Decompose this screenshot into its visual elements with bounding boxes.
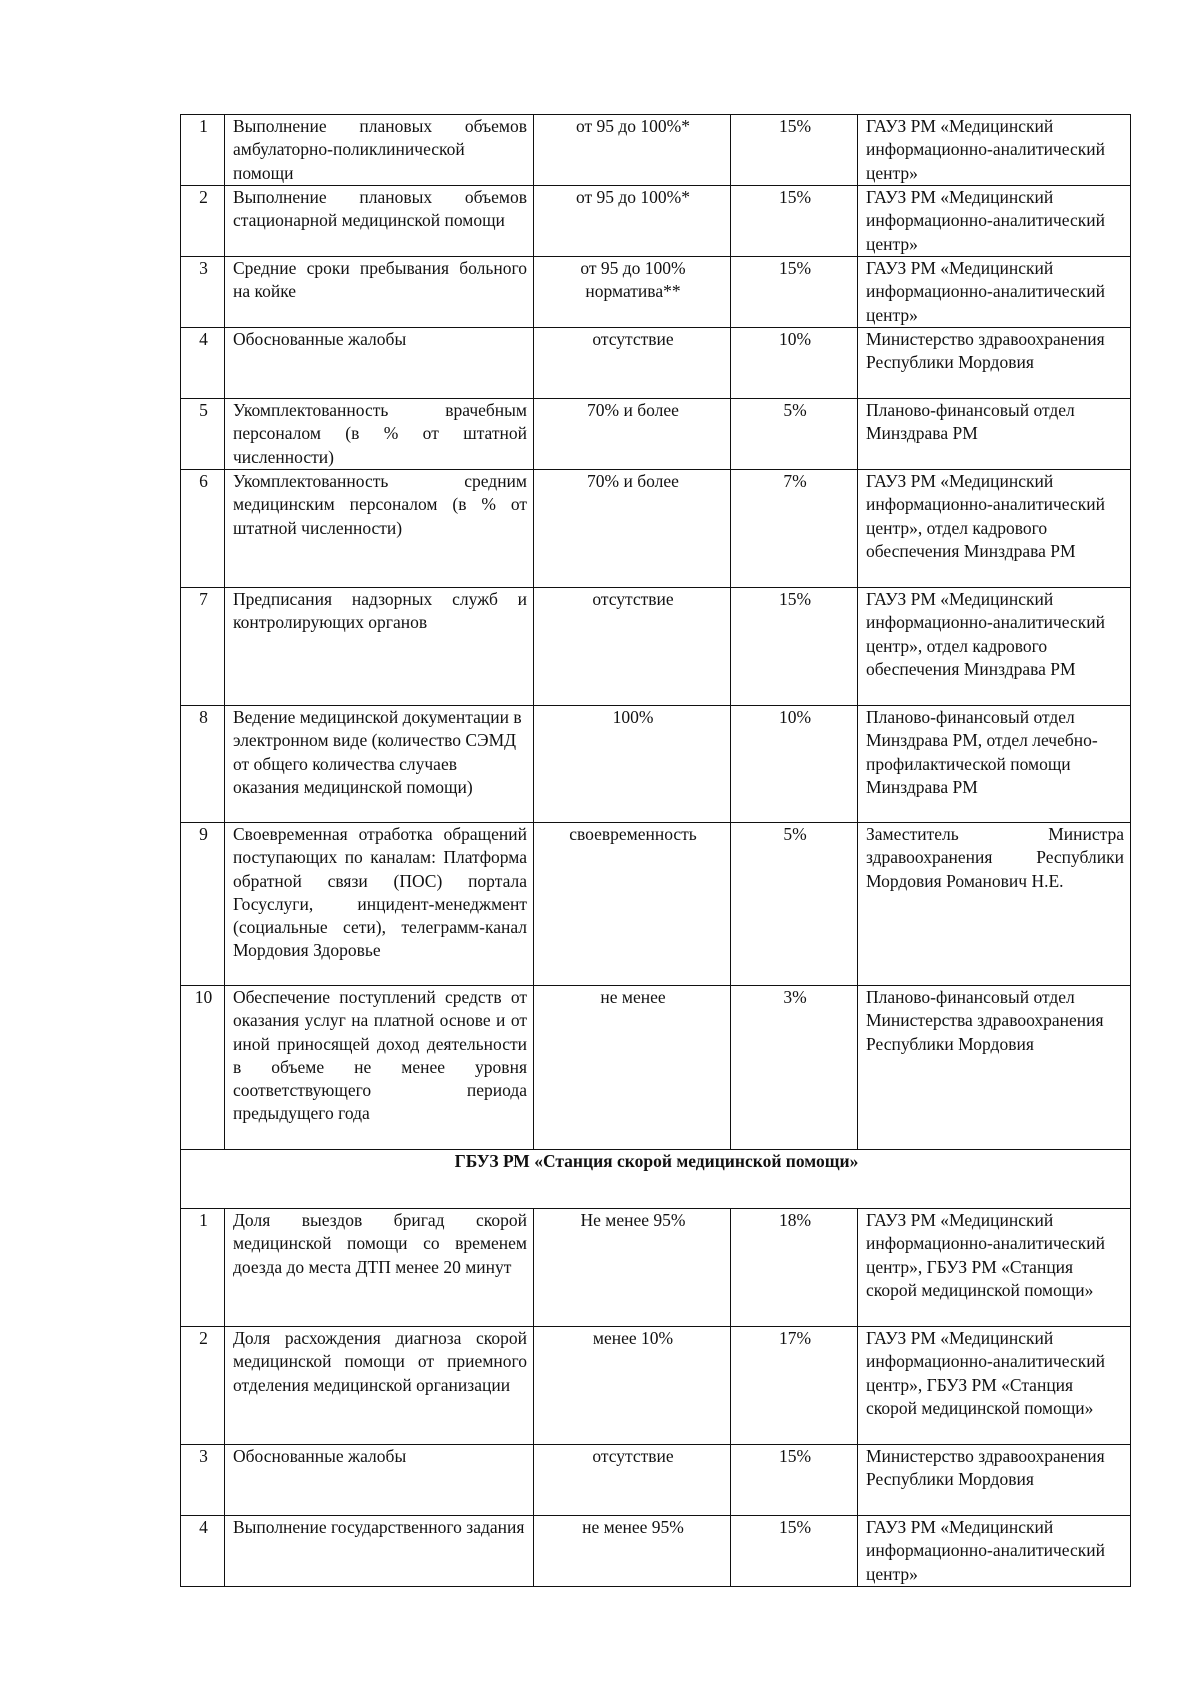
table-row xyxy=(181,1209,1131,1327)
value-cell: не менее 95% xyxy=(534,1516,731,1587)
value-cell: 70% и более xyxy=(534,399,731,470)
weight-cell: 15% xyxy=(731,1516,858,1587)
table-row xyxy=(181,823,1131,986)
weight-cell: 10% xyxy=(731,328,858,399)
section-header-row xyxy=(181,1150,1131,1209)
indicator-cell: Укомплектованность средним медицинским персоналом (в % от штатной численности) xyxy=(225,470,534,588)
row-number: 1 xyxy=(181,1209,225,1327)
weight-cell: 5% xyxy=(731,823,858,986)
source-cell: ГАУЗ РМ «Медицинский информационно-аналитический центр», отдел кадрового обеспечения Минздрава РМ xyxy=(858,470,1131,588)
indicator-cell: Средние сроки пребывания больного на койке xyxy=(225,257,534,328)
row-number: 2 xyxy=(181,186,225,257)
value-cell: отсутствие xyxy=(534,328,731,399)
table-row xyxy=(181,706,1131,823)
source-cell: ГАУЗ РМ «Медицинский информационно-аналитический центр», ГБУЗ РМ «Станция скорой медицинской помощи» xyxy=(858,1327,1131,1445)
value-cell: отсутствие xyxy=(534,588,731,706)
source-cell: Министерство здравоохранения Республики Мордовия xyxy=(858,1445,1131,1516)
table-row xyxy=(181,186,1131,257)
value-cell: отсутствие xyxy=(534,1445,731,1516)
table-row xyxy=(181,1516,1131,1587)
weight-cell: 10% xyxy=(731,706,858,823)
indicator-cell: Выполнение государственного задания xyxy=(225,1516,534,1587)
row-number: 8 xyxy=(181,706,225,823)
source-cell: ГАУЗ РМ «Медицинский информационно-аналитический центр» xyxy=(858,257,1131,328)
table-row xyxy=(181,986,1131,1150)
table-row xyxy=(181,470,1131,588)
row-number: 7 xyxy=(181,588,225,706)
indicator-cell: Доля выездов бригад скорой медицинской помощи со временем доезда до места ДТП менее 20 минут xyxy=(225,1209,534,1327)
row-number: 2 xyxy=(181,1327,225,1445)
source-cell: Заместитель Министра здравоохранения Республики Мордовия Романович Н.Е. xyxy=(858,823,1131,986)
row-number: 9 xyxy=(181,823,225,986)
row-number: 3 xyxy=(181,1445,225,1516)
weight-cell: 17% xyxy=(731,1327,858,1445)
indicator-cell: Предписания надзорных служб и контролирующих органов xyxy=(225,588,534,706)
indicator-cell: Доля расхождения диагноза скорой медицинской помощи от приемного отделения медицинской организации xyxy=(225,1327,534,1445)
indicator-cell: Своевременная отработка обращений поступающих по каналам: Платформа обратной связи (ПОС) портала Госуслуги, инцидент-менеджмент (социальные сети), телеграмм-канал Мордовия Здоровье xyxy=(225,823,534,986)
weight-cell: 3% xyxy=(731,986,858,1150)
row-number: 6 xyxy=(181,470,225,588)
value-cell: Не менее 95% xyxy=(534,1209,731,1327)
source-cell: ГАУЗ РМ «Медицинский информационно-аналитический центр», отдел кадрового обеспечения Минздрава РМ xyxy=(858,588,1131,706)
table-row xyxy=(181,588,1131,706)
value-cell: от 95 до 100%* xyxy=(534,115,731,186)
criteria-table xyxy=(180,114,1131,1587)
indicator-cell: Укомплектованность врачебным персоналом (в % от штатной численности) xyxy=(225,399,534,470)
table-row xyxy=(181,399,1131,470)
value-cell: 70% и более xyxy=(534,470,731,588)
weight-cell: 15% xyxy=(731,257,858,328)
weight-cell: 15% xyxy=(731,1445,858,1516)
indicator-cell: Обоснованные жалобы xyxy=(225,328,534,399)
indicator-cell: Обеспечение поступлений средств от оказания услуг на платной основе и от иной приносящей доход деятельности в объеме не менее уровня соответствующего периода предыдущего года xyxy=(225,986,534,1150)
weight-cell: 7% xyxy=(731,470,858,588)
row-number: 4 xyxy=(181,328,225,399)
value-cell: от 95 до 100% норматива** xyxy=(534,257,731,328)
table-row xyxy=(181,1327,1131,1445)
weight-cell: 15% xyxy=(731,186,858,257)
source-cell: ГАУЗ РМ «Медицинский информационно-аналитический центр» xyxy=(858,1516,1131,1587)
value-cell: 100% xyxy=(534,706,731,823)
table-row xyxy=(181,328,1131,399)
source-cell: ГАУЗ РМ «Медицинский информационно-аналитический центр», ГБУЗ РМ «Станция скорой медицинской помощи» xyxy=(858,1209,1131,1327)
row-number: 5 xyxy=(181,399,225,470)
value-cell: менее 10% xyxy=(534,1327,731,1445)
source-cell: Министерство здравоохранения Республики Мордовия xyxy=(858,328,1131,399)
table-row xyxy=(181,1445,1131,1516)
row-number: 4 xyxy=(181,1516,225,1587)
row-number: 3 xyxy=(181,257,225,328)
row-number: 1 xyxy=(181,115,225,186)
source-cell: Планово-финансовый отдел Министерства здравоохранения Республики Мордовия xyxy=(858,986,1131,1150)
value-cell: не менее xyxy=(534,986,731,1150)
table-row xyxy=(181,115,1131,186)
weight-cell: 18% xyxy=(731,1209,858,1327)
indicator-cell: Обоснованные жалобы xyxy=(225,1445,534,1516)
section-title: ГБУЗ РМ «Станция скорой медицинской помощи» xyxy=(181,1150,1131,1209)
source-cell: Планово-финансовый отдел Минздрава РМ xyxy=(858,399,1131,470)
indicator-cell: Выполнение плановых объемов стационарной медицинской помощи xyxy=(225,186,534,257)
row-number: 10 xyxy=(181,986,225,1150)
value-cell: своевременность xyxy=(534,823,731,986)
source-cell: ГАУЗ РМ «Медицинский информационно-аналитический центр» xyxy=(858,115,1131,186)
source-cell: Планово-финансовый отдел Минздрава РМ, отдел лечебно-профилактической помощи Минздрава РМ xyxy=(858,706,1131,823)
value-cell: от 95 до 100%* xyxy=(534,186,731,257)
table-row xyxy=(181,257,1131,328)
weight-cell: 15% xyxy=(731,588,858,706)
source-cell: ГАУЗ РМ «Медицинский информационно-аналитический центр» xyxy=(858,186,1131,257)
indicator-cell: Выполнение плановых объемов амбулаторно-поликлинической помощи xyxy=(225,115,534,186)
weight-cell: 15% xyxy=(731,115,858,186)
indicator-cell: Ведение медицинской документации в электронном виде (количество СЭМД от общего количества случаев оказания медицинской помощи) xyxy=(225,706,534,823)
weight-cell: 5% xyxy=(731,399,858,470)
